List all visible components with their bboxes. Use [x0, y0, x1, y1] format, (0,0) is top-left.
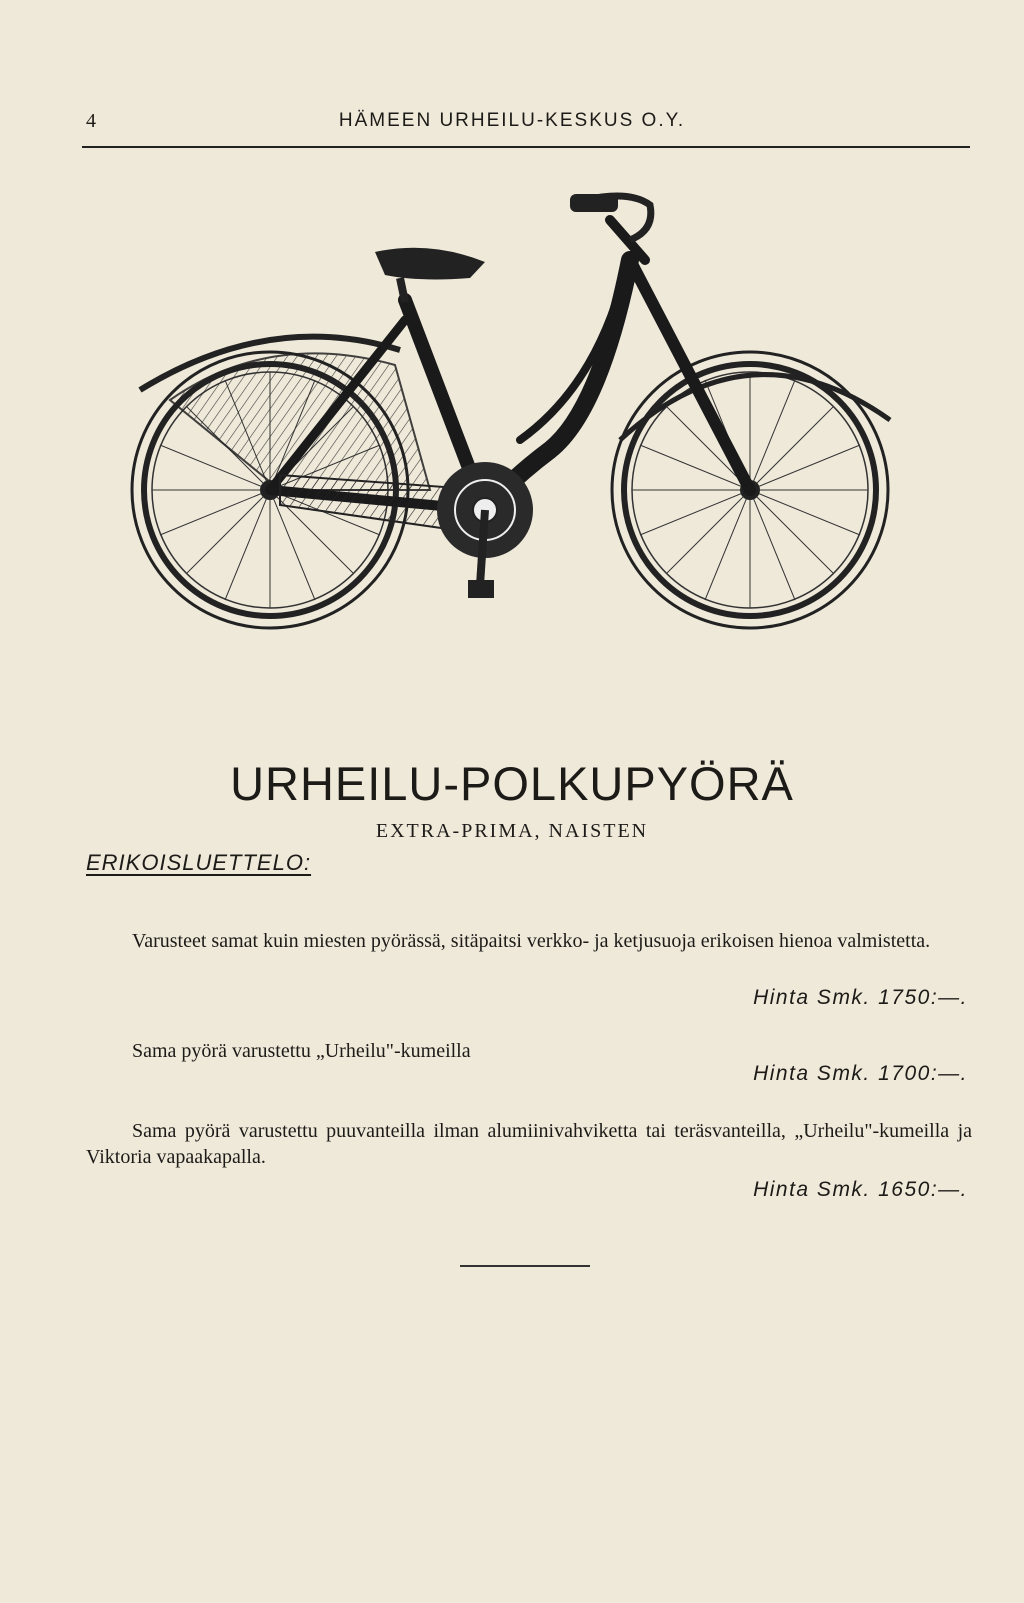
offer-price: Hinta Smk. 1750:—.	[753, 986, 968, 1009]
product-subtitle: EXTRA-PRIMA, NAISTEN	[375, 820, 649, 842]
offer-description	[86, 928, 972, 954]
header-rule	[82, 146, 970, 148]
offer-price: Hinta Smk. 1650:—.	[753, 1178, 968, 1201]
offer-text: Varusteet samat kuin miesten pyörässä, sitäpaitsi verkko- ja ketjusuoja erikoisen hienoa valmistetta.	[132, 930, 931, 952]
offer-description	[86, 1038, 972, 1064]
page-number: 4	[86, 110, 96, 132]
offer-description	[86, 1118, 972, 1170]
offer-text: Sama pyörä varustettu puuvanteilla ilman alumiinivahviketta tai teräsvanteilla, „Urheilu"-kumeilla ja Viktoria vapaakapalla.	[86, 1120, 972, 1168]
running-title: HÄMEEN URHEILU-KESKUS O.Y.	[338, 110, 686, 131]
saddle	[375, 248, 485, 302]
end-rule	[460, 1265, 590, 1267]
offer-price: Hinta Smk. 1700:—.	[753, 1062, 968, 1085]
catalog-label: ERIKOISLUETTELO:	[86, 850, 312, 875]
bicycle-illustration	[130, 190, 930, 650]
product-title: URHEILU-POLKUPYÖRÄ	[230, 757, 794, 810]
offer-text: Sama pyörä varustettu „Urheilu"-kumeilla	[132, 1040, 471, 1062]
